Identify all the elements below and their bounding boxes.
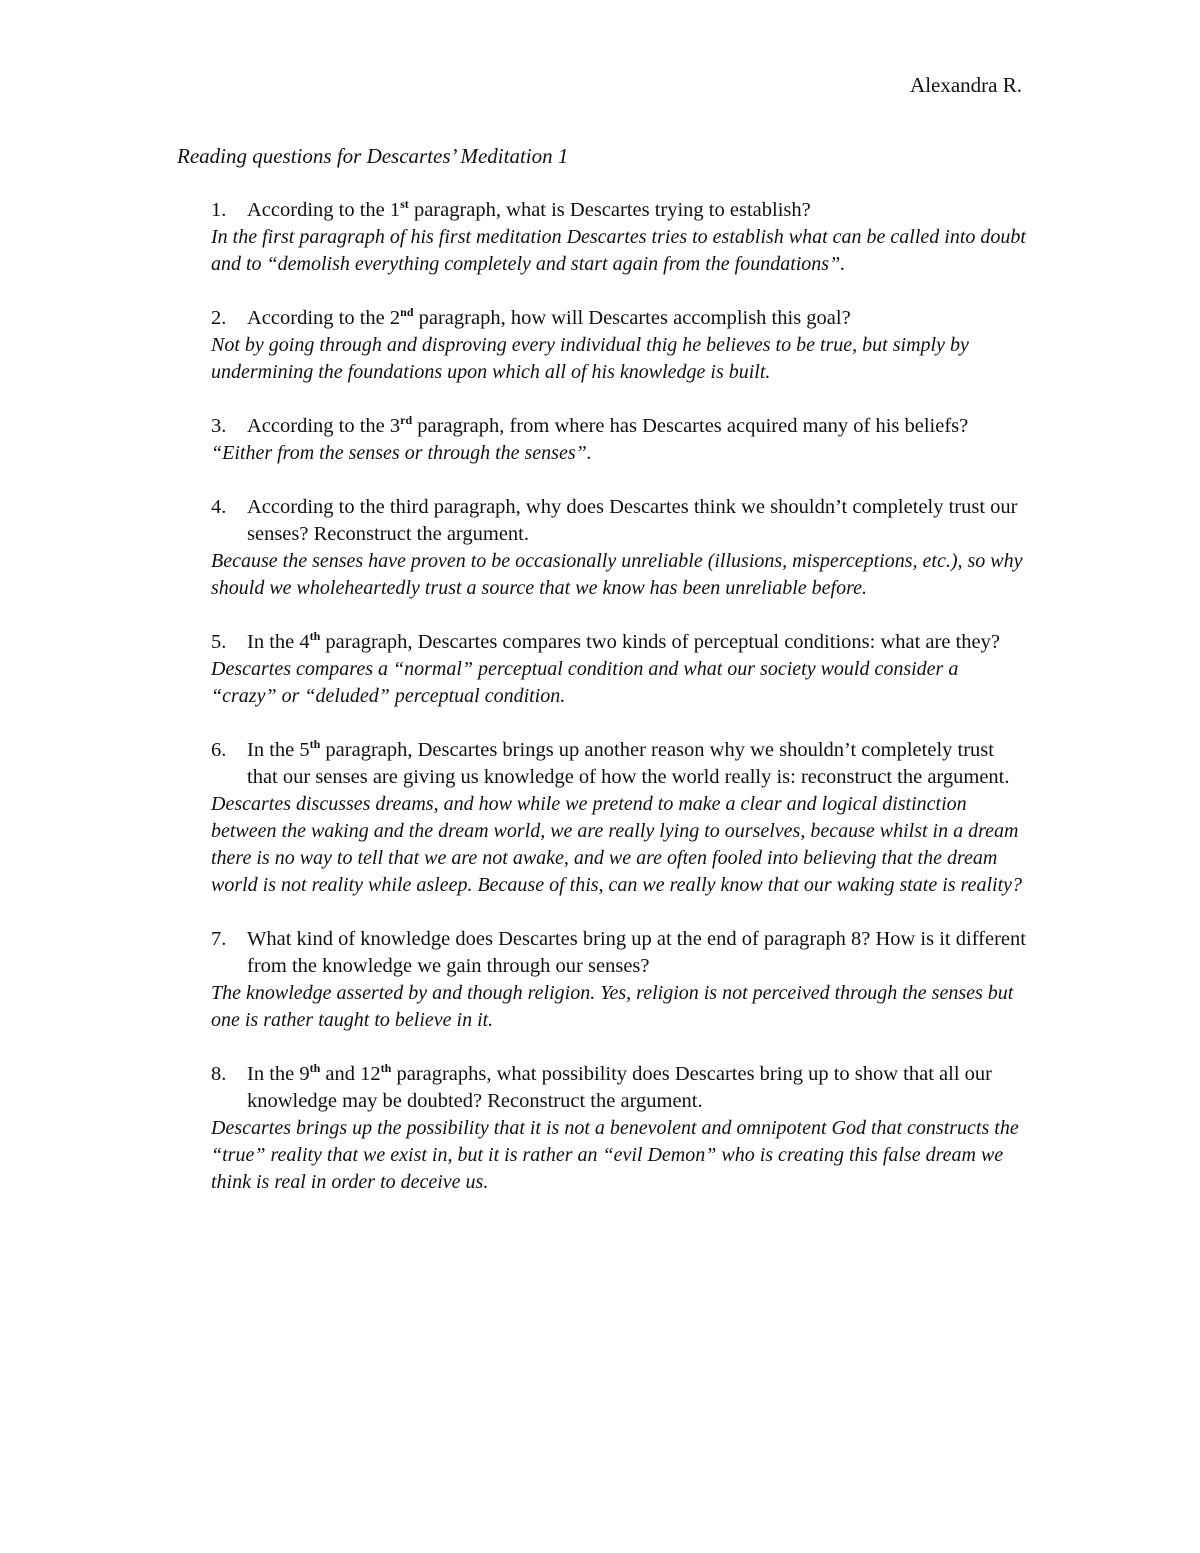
- question-number: 3.: [211, 415, 227, 437]
- question-text: According to the 2: [247, 307, 401, 329]
- ordinal-suffix: rd: [400, 413, 413, 427]
- question-6: [211, 737, 1026, 791]
- question-text: paragraph, how will Descartes accomplish this goal?: [413, 307, 851, 329]
- question-number: 8.: [211, 1063, 227, 1085]
- question-item-1: [211, 197, 1026, 278]
- question-item-6: [211, 737, 1026, 899]
- question-number: 4.: [211, 496, 227, 518]
- question-number: 7.: [211, 928, 227, 950]
- question-item-3: [211, 413, 1026, 467]
- answer-6: Descartes discusses dreams, and how while we pretend to make a clear and logical distinction between the waking and the dream world, we are really lying to ourselves, because whilst in a dream there is no way to tell that we are not awake, and we are often fooled into believing that the dream world is not reality while asleep. Because of this, can we really know that our waking state is reality?: [211, 793, 1023, 896]
- question-number: 2.: [211, 307, 227, 329]
- question-text: paragraphs, what possibility does Descartes bring up to show that all our knowledge may be doubted? Reconstruct the argument.: [247, 1063, 992, 1112]
- question-text: According to the 1: [247, 199, 401, 221]
- question-number: 5.: [211, 631, 227, 653]
- answer-3: “Either from the senses or through the senses”.: [211, 442, 592, 464]
- ordinal-suffix: th: [309, 1061, 321, 1075]
- answer-1: In the first paragraph of his first meditation Descartes tries to establish what can be called into doubt and to “demolish everything completely and start again from the foundations”.: [211, 226, 1026, 275]
- question-8: [211, 1061, 1026, 1115]
- question-text: According to the third paragraph, why does Descartes think we shouldn’t completely trust our senses? Reconstruct the argument.: [247, 496, 1018, 545]
- question-text: paragraph, Descartes brings up another reason why we shouldn’t completely trust that our senses are giving us knowledge of how the world really is: reconstruct the argument.: [247, 739, 1010, 788]
- question-4: [211, 494, 1026, 548]
- answer-4: Because the senses have proven to be occasionally unreliable (illusions, misperceptions, etc.), so why should we wholeheartedly trust a source that we know has been unreliable before.: [211, 550, 1023, 599]
- document-title: Reading questions for Descartes’ Meditation 1: [177, 144, 569, 168]
- question-5: [211, 629, 1026, 656]
- question-2: [211, 305, 1026, 332]
- question-text: What kind of knowledge does Descartes bring up at the end of paragraph 8? How is it different from the knowledge we gain through our senses?: [247, 928, 1026, 977]
- question-number: 1.: [211, 199, 227, 221]
- ordinal-suffix: th: [309, 629, 321, 643]
- question-7: [211, 926, 1026, 980]
- question-item-2: [211, 305, 1026, 386]
- question-3: [211, 413, 1026, 440]
- question-item-8: [211, 1061, 1026, 1196]
- question-item-7: [211, 926, 1026, 1034]
- question-text: In the 4: [247, 631, 310, 653]
- question-text: In the 5: [247, 739, 310, 761]
- question-item-5: [211, 629, 1026, 710]
- question-text: According to the 3: [247, 415, 401, 437]
- answer-7: The knowledge asserted by and though religion. Yes, religion is not perceived through the senses but one is rather taught to believe in it.: [211, 982, 1014, 1031]
- question-text: paragraph, from where has Descartes acquired many of his beliefs?: [412, 415, 969, 437]
- question-number: 6.: [211, 739, 227, 761]
- question-text: and 12: [320, 1063, 381, 1085]
- question-1: [211, 197, 1026, 224]
- question-text: paragraph, Descartes compares two kinds of perceptual conditions: what are they?: [320, 631, 1000, 653]
- question-list: [211, 197, 1026, 1223]
- answer-8: Descartes brings up the possibility that it is not a benevolent and omnipotent God that constructs the “true” reality that we exist in, but it is rather an “evil Demon” who is creating this false dream we think is real in order to deceive us.: [211, 1117, 1019, 1193]
- ordinal-suffix: st: [400, 197, 409, 211]
- question-text: paragraph, what is Descartes trying to establish?: [408, 199, 811, 221]
- answer-2: Not by going through and disproving every individual thig he believes to be true, but simply by undermining the foundations upon which all of his knowledge is built.: [211, 334, 969, 383]
- ordinal-suffix: nd: [400, 305, 414, 319]
- ordinal-suffix: th: [380, 1061, 392, 1075]
- question-text: In the 9: [247, 1063, 310, 1085]
- author-name: Alexandra R.: [910, 73, 1022, 97]
- answer-5: Descartes compares a “normal” perceptual condition and what our society would consider a “crazy” or “deluded” perceptual condition.: [211, 658, 959, 707]
- question-item-4: [211, 494, 1026, 602]
- ordinal-suffix: th: [309, 737, 321, 751]
